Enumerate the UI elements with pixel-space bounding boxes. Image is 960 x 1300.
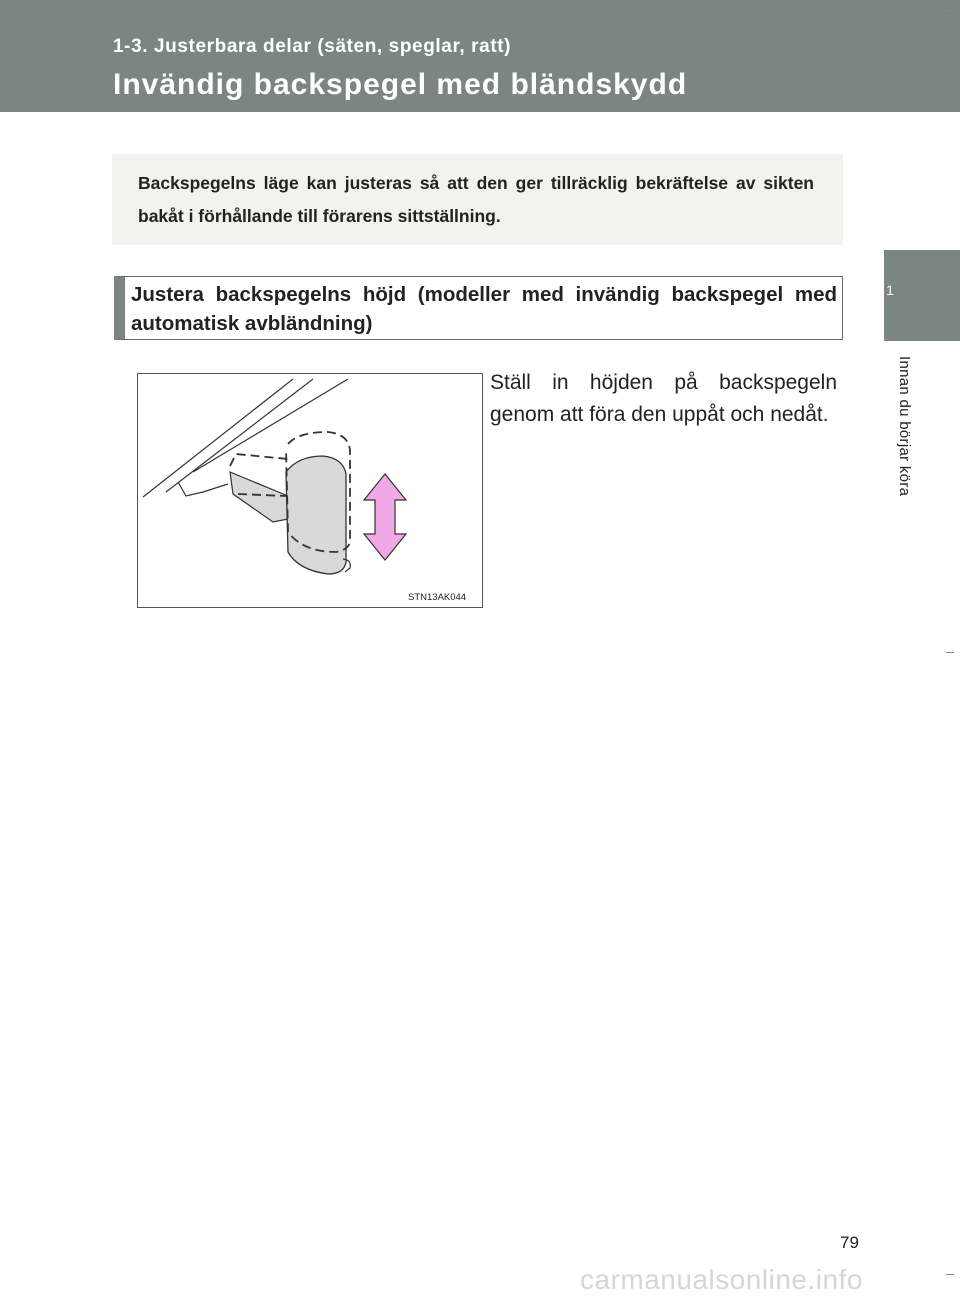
section-label: 1-3. Justerbara delar (säten, speglar, ratt) bbox=[113, 36, 512, 57]
body-text: Ställ in höjden på backspegeln genom att föra den uppåt och nedåt. bbox=[490, 371, 837, 426]
watermark: carmanualsonline.info bbox=[580, 1264, 863, 1295]
alternate-position-outline bbox=[230, 454, 288, 466]
mirror-stem bbox=[230, 472, 288, 522]
crop-mark bbox=[946, 1274, 954, 1275]
intro-text: Backspegelns läge kan justeras så att den ger tillräcklig bekräftelse av sikten bakåt i förhållande till förarens sittställning. bbox=[138, 173, 814, 226]
header-corner bbox=[884, 0, 960, 112]
mirror-figure bbox=[137, 373, 483, 608]
page-number: 79 bbox=[840, 1233, 859, 1252]
mirror-mount bbox=[178, 482, 228, 496]
mirror-illustration bbox=[138, 374, 482, 607]
page-title: Invändig backspegel med bländskydd bbox=[113, 68, 688, 101]
mirror-body bbox=[286, 456, 346, 574]
chapter-number: 1 bbox=[886, 282, 894, 298]
crop-mark bbox=[946, 10, 954, 11]
up-down-arrow-icon bbox=[364, 474, 406, 560]
figure-code: STN13AK044 bbox=[408, 592, 467, 603]
crop-mark bbox=[946, 652, 954, 653]
windshield-line bbox=[143, 379, 293, 497]
subsection-heading: Justera backspegelns höjd (modeller med invändig backspegel med automatisk avbländning) bbox=[131, 283, 837, 335]
chapter-title: Innan du börjar köra bbox=[896, 356, 913, 497]
